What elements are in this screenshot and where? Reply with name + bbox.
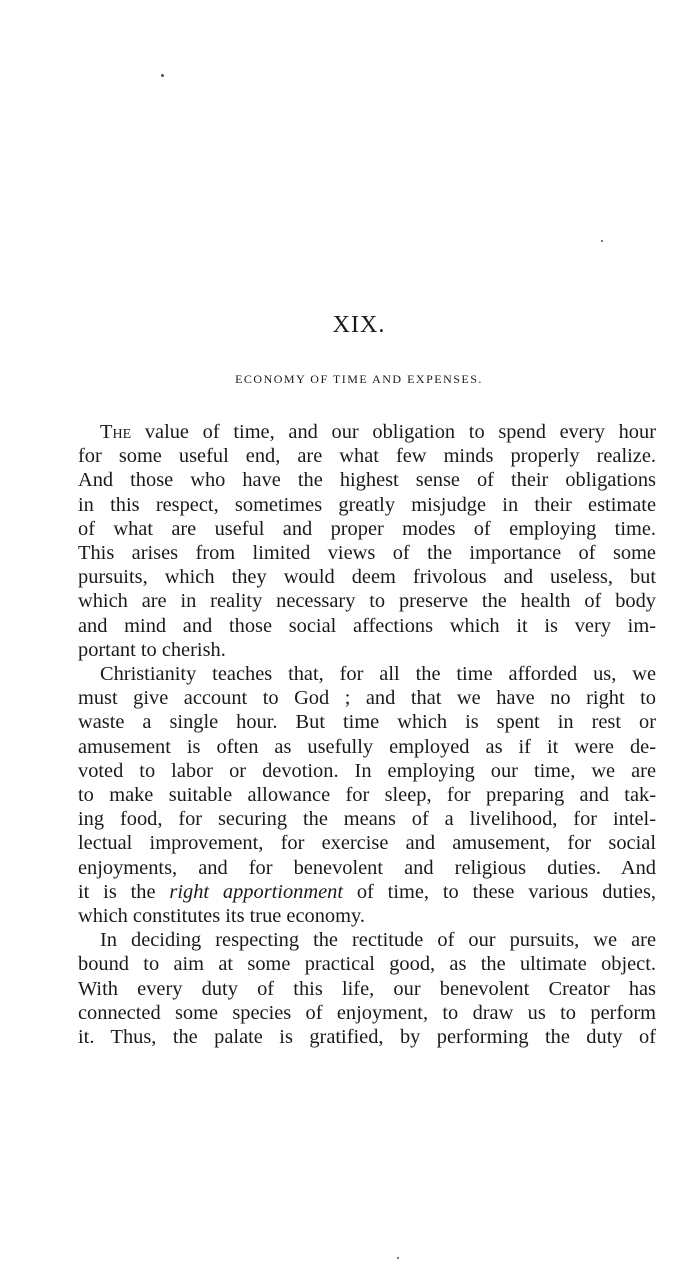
- text-line: waste a single hour. But time which is spent in rest or: [78, 711, 656, 734]
- italic-phrase: right apportionment: [169, 880, 343, 903]
- text-line: amusement is often as usefully employed as if it were de-: [78, 735, 656, 758]
- print-speck: [397, 1257, 399, 1259]
- text-line: ing food, for securing the means of a livelihood, for intel-: [78, 808, 656, 831]
- lead-word: The: [100, 421, 132, 443]
- text-line: which are in reality necessary to preserve the health of body: [78, 590, 656, 613]
- text-line: of what are useful and proper modes of employing time.: [78, 517, 656, 540]
- text-line: portant to cherish.: [78, 638, 226, 661]
- paragraph-1: [54, 420, 656, 662]
- paragraph-2: [54, 662, 656, 928]
- text-line: Christianity teaches that, for all the time afforded us, we: [100, 663, 656, 686]
- text-line: voted to labor or devotion. In employing our time, we are: [78, 759, 656, 782]
- text-line: it is the right apportionment of time, to these various duties,: [78, 880, 657, 903]
- print-speck: [601, 240, 603, 242]
- text-line: This arises from limited views of the importance of some: [78, 542, 656, 565]
- text-line: bound to aim at some practical good, as the ultimate object.: [78, 953, 656, 976]
- text-line: and mind and those social affections which it is very im-: [78, 614, 656, 637]
- text-line: pursuits, which they would deem frivolous and useless, but: [78, 566, 656, 589]
- text-line: must give account to God ; and that we have no right to: [78, 687, 656, 710]
- text-line: In deciding respecting the rectitude of our pursuits, we are: [100, 929, 656, 952]
- chapter-number: XIX.: [332, 312, 386, 338]
- text-line: With every duty of this life, our benevolent Creator has: [78, 977, 656, 1000]
- text-line: lectual improvement, for exercise and amusement, for social: [78, 832, 656, 855]
- text-line: it. Thus, the palate is gratified, by performing the duty of: [78, 1026, 656, 1049]
- text-line: to make suitable allowance for sleep, for preparing and tak-: [78, 784, 656, 807]
- paragraph-3: [54, 928, 656, 1049]
- text-line: The value of time, and our obligation to spend every hour: [100, 421, 656, 443]
- text-line: connected some species of enjoyment, to draw us to perform: [78, 1001, 656, 1024]
- text-line: which constitutes its true economy.: [78, 905, 365, 928]
- print-speck: [161, 74, 164, 77]
- body-text: [54, 420, 656, 1049]
- chapter-title: ECONOMY OF TIME AND EXPENSES.: [235, 372, 483, 386]
- text-line: in this respect, sometimes greatly misjudge in their estimate: [78, 493, 656, 516]
- text-line: enjoyments, and for benevolent and religious duties. And: [78, 856, 656, 879]
- text-line: And those who have the highest sense of their obligations: [78, 469, 656, 492]
- text-line: for some useful end, are what few minds properly realize.: [78, 445, 656, 468]
